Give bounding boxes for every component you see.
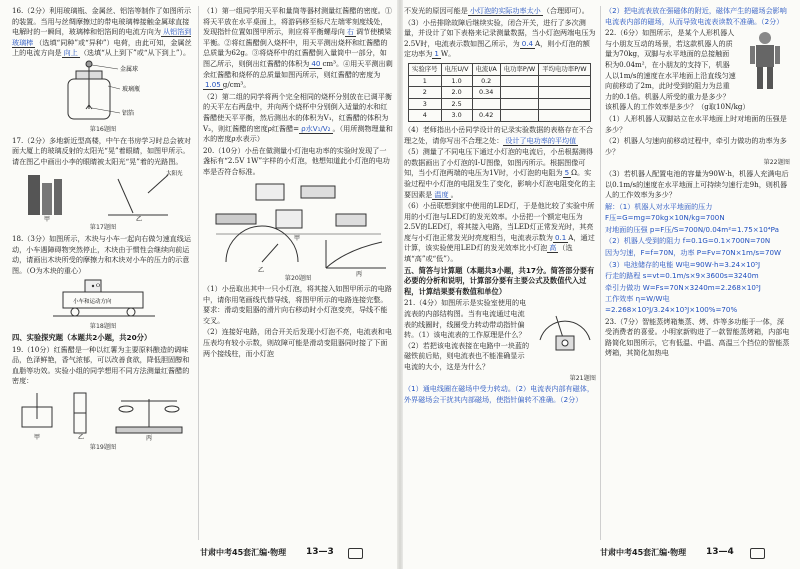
table-header-row: 实验序号 电压U/V 电流I/A 电功率P/W 平均电功率P/W — [409, 63, 591, 75]
footer-left-page: 13—3 — [306, 547, 334, 557]
q20-part2-cont: 不发光的原因可能是 小灯泡的实际功率太小 （合理即可）。 — [404, 6, 589, 15]
figure-21-ammeter — [534, 300, 596, 356]
svg-text:O: O — [96, 283, 101, 290]
q20-part5: （5）测量了不同电压下通过小灯泡的电流后，小岳根据测得的数据画出了小灯泡的I-U图像，如图丙所示。根据图像可知，当小灯泡两端的电压为1V时，小灯泡的电阻为 5 Ω。实验过程中小灯泡的电阻发生了变化，影响小灯泡电阻变化的主要因素是 温度 。 — [404, 147, 596, 199]
question-16: 16.（2分）利用玻璃瓶、金属丝、铝箔等制作了如图所示的装置。当用与丝绸摩擦过的带电玻璃棒接触金属球直接电解时的一瞬间，玻璃棒和铝箔间的电流方向为 从铝箔到玻璃棒 （选填“同种”或“异种”）电荷，由此可知，金属丝上的电流方向是 向上 （选填“从上到下”或“从下到上”）。 — [12, 6, 192, 58]
label-b: 乙 — [136, 216, 143, 224]
q21-answer-cont: （2）把电流表放在强磁体的附近，磁体产生的磁场会影响电流表内部的磁场，从而导致电流表读数不准确。（2分） — [605, 6, 787, 26]
svg-text:乙: 乙 — [77, 433, 84, 441]
question-21: 21.（4分）如图所示是实验室使用的电流表的内部结构图。当有电流通过电流表的线圈时，线圈受力转动带动指针偏转。（1）该电流表的工作原理是什么？（2）若把该电流表接在电路中一块蓝的磁铁前后贴，则电流表也不能准确显示电流的大小，这是为什么？ — [404, 298, 530, 371]
figure-21-caption: 第21题图 — [569, 374, 596, 382]
q20-part1: （1）小岳取出其中一只小灯泡，将其接入如图甲所示的电路中，请你用笔画线代替导线，将图甲所示的电路连接完整。要求：滑动变阻器的滑片向右移动时小灯泡变亮，导线不能交叉。 — [203, 284, 392, 325]
table-row: 1 1.0 0.2 — [409, 75, 591, 87]
label-cart: 小车和运动方向 — [73, 299, 112, 306]
question-23: 23.（7分）智能蒸烤箱集蒸、烤、炸等多功能于一体，深受消费者的喜爱。小明家新购进了一款智能蒸烤箱，内部电路简化如图所示，它有低温、中温、高温三个挡位的智能蒸烤箱，其简化加热电 — [605, 316, 790, 358]
svg-text:丙: 丙 — [355, 270, 362, 278]
q22-solution-line: F压=G=mg=70kg×10N/kg=700N — [605, 213, 725, 223]
q22-solution-line: 牵引力做功 W=Fs=70N×3240m=2.268×10⁵J — [605, 282, 761, 292]
figure-17-caption: 第17题图 — [89, 224, 117, 232]
column-1 — [12, 6, 194, 540]
q22-solution-line: （3）电池储存的电能 W电=90W·h=3.24×10⁵J — [605, 259, 761, 269]
q20-part6: （6）小岳联想到家中使用的LED灯，于是他比较了实验中所用的小灯泡与LED灯的发光效率。小岳把一个额定电压为2.5V的LED灯，将其接入电路，当LED灯正常发光时，其亮度与小灯泡正常发光时亮度相当，电流表示数为 0.1 A，通过计算，该实验使用LED灯的发光效率比小灯泡 高 （选填“高”或“低”）。 — [404, 201, 595, 264]
figure-22-caption: 第22题图 — [763, 159, 790, 167]
table-row: 2 2.0 0.34 — [409, 87, 591, 99]
section-5-heading: 五、简答与计算题（本题共3小题，共17分。简答部分要有必要的分析和说明，计算部分要有主要公式及数值代入过程，计算结果要有数值和单位） — [404, 265, 595, 296]
label-sunlight: 太阳光 — [166, 171, 183, 178]
question-18: 18.（3分）如图所示，木块与小车一起向右做匀速直线运动，小车遇障碍物突然停止，木块由于惯性会继续向前运动，请画出木块所受的摩擦力和木块对小车的压力的示意图。（O为木块的重心） — [12, 233, 191, 275]
q22-solution-line: （2）机器人受到的阻力 f=0.1G=0.1×700N=70N — [605, 236, 771, 246]
q20-part4: （4）老师指出小岳同学设计的记录实验数据的表格存在不合理之处，请你写出不合理之处： 设计了电功率的平均值 — [404, 124, 593, 145]
q19-part2: （2）第二组的同学将两个完全相同的烧杯分别放在已调平衡的天平左右两盘中，并向两个烧杯中分别倒入适量的水和红酱醋使天平平衡，然后测出水的体积为V₁，红酱醋的体积为V₂，则红酱醋的密度ρ红酱醋= ρ水V₁/V₂ 。（用所测物理量和水的密度ρ水表示） — [203, 91, 393, 144]
q22-solution-line: 工作效率 η=W/W电=2.268×10⁵J/3.24×10⁵J×100%=70% — [605, 294, 738, 315]
label-a: 甲 — [44, 216, 51, 224]
figure-19-balance — [16, 389, 191, 441]
q22-sub3: （3）若机器人配置电池的容量为90W·h，机器人充满电后以0.1m/s的速度在水平地面上可持续匀速行走9h，则机器人的工作效率为多少？ — [605, 168, 789, 200]
question-20: 20.（10分）小岳在做测量小灯泡电功率的实验时发现了一盏标有“2.5V 1W”字样的小灯泡，他想知道此小灯泡的电功率是否符合标准。 — [203, 145, 390, 176]
data-table — [408, 63, 591, 122]
question-17: 17.（2分）多地新近型高楼，中午在书房学习时总会被对面大厦上的玻璃反射的太阳光“晃”着眼睛，如图甲所示。请在图乙中画出小李的眼睛被太阳光“晃”着的光路图。 — [12, 135, 191, 166]
label-metal-ball: 金属球 — [120, 65, 139, 73]
svg-text:乙: 乙 — [257, 266, 264, 274]
figure-18-caption: 第18题图 — [89, 323, 117, 331]
section-4-heading: 四、实验探究题（本题共2小题，共20分） — [12, 332, 152, 342]
q22-solution-line: 对地面的压强 p=F压/S=700N/0.04m²=1.75×10⁴Pa — [605, 224, 779, 234]
footer-right-title: 甘肃中考45套汇编·物理 — [600, 548, 687, 557]
figure-16-jar — [48, 61, 158, 123]
svg-text:甲: 甲 — [293, 234, 300, 242]
figure-22-robot — [740, 30, 790, 94]
svg-text:甲: 甲 — [33, 433, 40, 441]
question-22: 22.（6分）如图所示，是某个人形机器人与小朋友互动的场景，若这款机器人的质量为70kg，双脚与水平地面的总接触面积为0.04m²，在小朋友的支持下，机器人以1m/s的速度在水平地面上沿直线匀速向前移动了2m，此时受到的阻力为总重力的0.1倍。机器人所受的重力是多少？该机器人的工作效率是多少？（g取10N/kg） — [605, 28, 750, 112]
q22-sub1: （1）人形机器人双脚站立在水平地面上时对地面的压强是多少？ — [605, 113, 787, 134]
q22-sub2: （2）机器人匀速向前移动过程中，牵引力做功的功率为多少？ — [605, 136, 787, 156]
column-divider — [198, 6, 199, 540]
footer-left-title: 甘肃中考45套汇编·物理 — [200, 548, 287, 557]
label-jar: 玻璃瓶 — [122, 85, 141, 93]
q20-part3: （3）小岳排除故障后继续实验，闭合开关，进行了多次测量，并设计了如下表格来记录测量数据，当小灯泡两端电压为2.5V时，电流表示数如图乙所示，为 0.4 A，则小灯泡的额定功率为 1 W。 — [404, 17, 596, 59]
column-2 — [203, 6, 393, 540]
figure-20-caption: 第20题图 — [284, 274, 312, 282]
column-3 — [404, 6, 596, 540]
logo-badge — [348, 548, 363, 559]
q22-solution: 解：（1）机器人对水平地面的压力 — [605, 201, 713, 211]
figure-18-cart — [43, 278, 163, 320]
question-19: 19.（10分）红酱醋是一种以红薯为主要原料酿造的调味品，色泽鲜艳，香气浓郁，可以改善食欲，降低胆固醇和血脂等功效。实验小组的同学想用不同方法测量红酱醋的密度： — [12, 344, 190, 386]
book-gutter — [397, 0, 403, 569]
svg-text:丙: 丙 — [145, 434, 152, 442]
q22-solution-line: 因为匀速，F=f=70N，功率 P=Fv=70N×1m/s=70W — [605, 248, 782, 258]
q22-solution-line: 行走的路程 s=vt=0.1m/s×9×3600s=3240m — [605, 271, 759, 281]
table-row: 4 3.0 0.42 — [409, 110, 591, 122]
figure-16-caption: 第16题图 — [89, 125, 117, 133]
figure-17-building — [18, 169, 188, 224]
column-divider — [600, 6, 601, 540]
q19-part1: （1）第一组同学用天平和量筒等器材测量红酱醋的密度。①将天平放在水平桌面上，将游码移至标尺左端零刻度线处，发现指针位置如图甲所示，则应将平衡螺母向 右 调节使横梁平衡。②将红酱醋倒入烧杯中，用天平测出烧杯和红酱醋的总质量为62g。③将烧杯中的红酱醋倒入量筒中一部分，如图乙所示，则倒出红酱醋的体积为 40 cm³。④用天平测出剩余红酱醋和烧杯的总质量如图丙所示，则红酱醋的密度为1.05 g/cm³。 — [203, 6, 393, 90]
q21-answer: （1）通电线圈在磁场中受力转动。（2）电流表内部有磁体，外界磁场会干扰其内部磁场，使指针偏转不准确。（2分） — [404, 384, 594, 404]
figure-19-caption: 第19题图 — [89, 443, 117, 451]
logo-badge — [750, 548, 765, 559]
q20-part2: （2）连接好电路，闭合开关后发现小灯泡不亮，电流表和电压表均有较小示数，则故障可能是滑动变阻器同时接了下面两个接线柱，而小灯泡 — [203, 327, 392, 358]
column-4 — [605, 6, 790, 540]
label-foil: 铝箔 — [122, 109, 135, 117]
footer-right-page: 13—4 — [706, 547, 734, 557]
table-row: 3 2.5 — [409, 98, 591, 110]
